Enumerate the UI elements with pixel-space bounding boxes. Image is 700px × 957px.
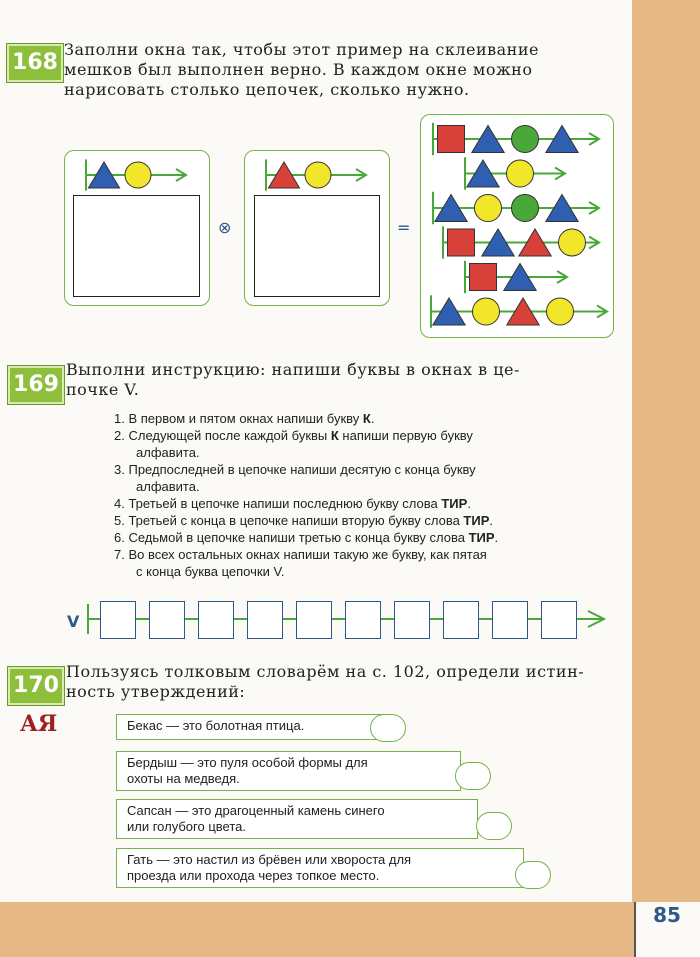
instruction-bold: К <box>362 411 371 426</box>
instruction-text: Третьей с конца в цепочке напиши вторую букву слова <box>128 513 464 528</box>
page-number: 85 <box>653 903 681 927</box>
instruction-text: Следующей после каждой буквы <box>128 428 331 443</box>
instruction-text: В первом и пятом окнах напиши букву <box>128 411 363 426</box>
red-square-shape <box>448 229 475 256</box>
chain-cell[interactable] <box>247 601 283 639</box>
instruction-text: Третьей в цепочке напиши последнюю букву слова <box>128 496 442 511</box>
task-169-text <box>66 360 520 400</box>
task-169-number: 169 <box>8 366 64 404</box>
task-169-line: Выполни инструкцию: напиши буквы в окнах в це- <box>66 360 520 379</box>
task-168-line: Заполни окна так, чтобы этот пример на склеивание <box>64 40 539 59</box>
task-170-number: 170 <box>8 667 64 705</box>
instruction-line <box>114 495 498 512</box>
task-170-line: Пользуясь толковым словарём на с. 102, определи истин- <box>66 662 585 681</box>
chain-cell[interactable] <box>394 601 430 639</box>
task-168-text <box>64 40 539 100</box>
instruction-line <box>114 410 498 427</box>
instruction-line <box>114 444 498 461</box>
dictionary-icon: АЯ <box>20 711 58 737</box>
instruction-text: Седьмой в цепочке напиши третью с конца букву слова <box>128 530 469 545</box>
yellow-circle-shape <box>473 298 500 325</box>
answer-bubble[interactable] <box>476 812 512 840</box>
red-square-shape <box>470 264 497 291</box>
result-bag-chains <box>421 115 613 337</box>
chain-v-label: V <box>67 612 80 631</box>
instruction-text: . <box>494 530 499 545</box>
chain-cell[interactable] <box>100 601 136 639</box>
statement-line: проезда или прохода через топкое место. <box>127 868 380 883</box>
instruction-text: . <box>467 496 471 511</box>
instruction-text: Во всех остальных окнах напиши такую же букву, как пятая <box>128 547 487 562</box>
answer-bubble[interactable] <box>515 861 551 889</box>
bag-2-chain <box>263 157 373 193</box>
instruction-bold: ТИР <box>441 496 468 511</box>
instruction-line <box>114 563 498 580</box>
bag-1-empty-box[interactable] <box>73 195 200 297</box>
instruction-text: алфавита. <box>136 445 200 460</box>
yellow-circle-shape <box>305 162 331 188</box>
answer-bubble[interactable] <box>455 762 491 790</box>
instruction-line <box>114 546 498 563</box>
page-margin-strip <box>632 0 700 957</box>
equals-operator: = <box>397 218 411 237</box>
statement-line: Бекас — это болотная птица. <box>127 718 305 733</box>
statement-line: охоты на медведя. <box>127 771 240 786</box>
glue-operator: ⊗ <box>218 218 232 237</box>
bag-1-window <box>64 150 210 306</box>
chain-cell[interactable] <box>296 601 332 639</box>
task-168-number: 168 <box>7 44 63 82</box>
yellow-circle-shape <box>475 195 502 222</box>
instruction-text: алфавита. <box>136 479 200 494</box>
task-168-line: нарисовать столько цепочек, сколько нужно. <box>64 80 470 99</box>
chain-cell[interactable] <box>345 601 381 639</box>
task-168-line: мешков был выполнен верно. В каждом окне можно <box>64 60 533 79</box>
statement-box <box>116 714 386 740</box>
chain-cell[interactable] <box>492 601 528 639</box>
instruction-bold: К <box>330 428 339 443</box>
instruction-text: . <box>370 411 375 426</box>
instruction-line <box>114 512 498 529</box>
bag-2-empty-box[interactable] <box>254 195 380 297</box>
chain-cell[interactable] <box>443 601 479 639</box>
answer-bubble[interactable] <box>370 714 406 742</box>
instruction-number: 7. <box>114 547 129 562</box>
instruction-number: 4. <box>114 496 129 511</box>
instruction-number: 3. <box>114 462 129 477</box>
instruction-text: . <box>489 513 494 528</box>
instruction-list <box>114 410 498 580</box>
instruction-line <box>114 478 498 495</box>
statement-line: Бердыш — это пуля особой формы для <box>127 755 368 770</box>
instruction-number: 1. <box>114 411 129 426</box>
instruction-number: 2. <box>114 428 129 443</box>
instruction-bold: ТИР <box>468 530 495 545</box>
instruction-text: напиши первую букву <box>338 428 473 443</box>
instruction-line <box>114 427 498 444</box>
instruction-number: 5. <box>114 513 129 528</box>
instruction-number: 6. <box>114 530 129 545</box>
red-square-shape <box>438 126 465 153</box>
instruction-line <box>114 461 498 478</box>
statement-line: Сапсан — это драгоценный камень синего <box>127 803 385 818</box>
chain-cell[interactable] <box>541 601 577 639</box>
yellow-circle-shape <box>547 298 574 325</box>
page-bottom-strip <box>0 902 700 957</box>
instruction-line <box>114 529 498 546</box>
instruction-bold: ТИР <box>463 513 490 528</box>
task-170-line: ность утверждений: <box>66 682 246 701</box>
task-169-line: почке V. <box>66 380 140 399</box>
green-circle-shape <box>512 195 539 222</box>
instruction-text: Предпоследней в цепочке напиши десятую с конца букву <box>128 462 476 477</box>
statement-box <box>116 799 478 839</box>
statement-line: или голубого цвета. <box>127 819 246 834</box>
green-circle-shape <box>512 126 539 153</box>
statement-box <box>116 751 461 791</box>
chain-cell[interactable] <box>149 601 185 639</box>
result-bag-window <box>420 114 614 338</box>
statement-box <box>116 848 524 888</box>
yellow-circle-shape <box>507 160 534 187</box>
yellow-circle-shape <box>559 229 586 256</box>
instruction-text: с конца буква цепочки V. <box>136 564 285 579</box>
bag-2-window <box>244 150 390 306</box>
task-170-text <box>66 662 584 702</box>
statement-line: Гать — это настил из брёвен или хвороста для <box>127 852 412 867</box>
bag-1-chain <box>83 157 193 193</box>
yellow-circle-shape <box>125 162 151 188</box>
chain-cell[interactable] <box>198 601 234 639</box>
